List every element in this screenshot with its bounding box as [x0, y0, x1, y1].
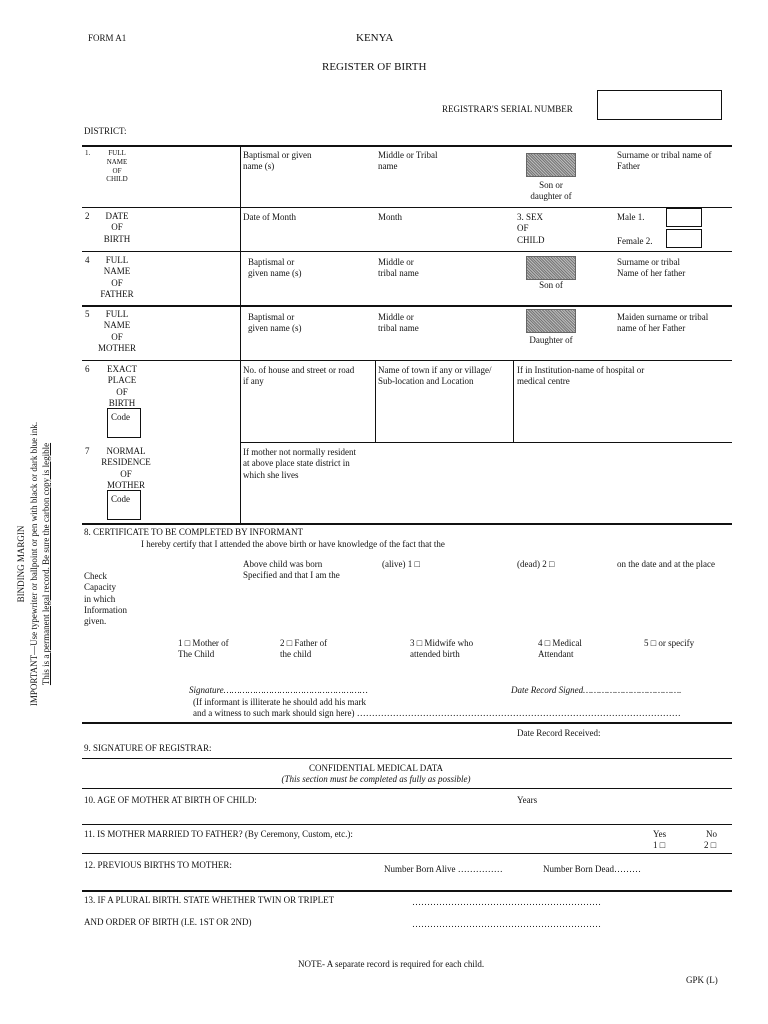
- mother-maiden-surname-label: Maiden surname or tribal name of her Father: [617, 312, 709, 334]
- date-of-month-label: Date of Month: [243, 212, 296, 222]
- row6-label: EXACT PLACE OF BIRTH: [107, 364, 137, 408]
- registrar-signature-label: 9. SIGNATURE OF REGISTRAR:: [84, 743, 212, 753]
- male-checkbox[interactable]: [666, 208, 702, 227]
- section-divider: [82, 758, 732, 759]
- binding-margin: [16, 414, 64, 714]
- institution-label: If in Institution-name of hospital or medical centre: [517, 365, 645, 387]
- capacity-option-medical[interactable]: 4 □ Medical Attendant: [538, 638, 582, 660]
- son-of-label: Son of: [539, 280, 563, 290]
- above-child-text: Above child was born Specified and that I am the: [243, 559, 340, 581]
- illiterate-note-2: and a witness to such mark should sign here) ………………………………………………………………………………………………: [193, 708, 681, 718]
- section-divider: [82, 853, 732, 854]
- residence-code-box[interactable]: [107, 490, 141, 520]
- mother-middle-name-label: Middle or tribal name: [378, 312, 419, 334]
- section-divider: [82, 890, 732, 892]
- illiterate-note-1: (If informant is illiterate he should add his mark: [193, 697, 366, 707]
- capacity-option-mother[interactable]: 1 □ Mother of The Child: [178, 638, 229, 660]
- code-label: Code: [111, 494, 130, 504]
- born-alive-field[interactable]: Number Born Alive ……………: [384, 864, 503, 874]
- footer-code: GPK (L): [686, 975, 718, 985]
- row7-label: NORMAL RESIDENCE OF MOTHER: [101, 446, 151, 490]
- father-surname-label: Surname or tribal Name of her father: [617, 257, 686, 279]
- check-capacity-label: Check Capacity in which Information given.: [84, 571, 127, 626]
- row4-label: FULL NAME OF FATHER: [100, 255, 134, 299]
- row5-label: FULL NAME OF MOTHER: [98, 309, 136, 353]
- row7-number: 7: [85, 446, 90, 456]
- binding-margin-label: BINDING MARGIN: [16, 525, 26, 603]
- footer-note: NOTE- A separate record is required for each child.: [298, 959, 485, 969]
- q11-label: 11. IS MOTHER MARRIED TO FATHER? (By Ceremony, Custom, etc.):: [84, 829, 353, 839]
- child-surname-label: Surname or tribal name of Father: [617, 150, 712, 172]
- row1-label: FULL NAME OF CHILD: [106, 149, 128, 184]
- row-divider: [82, 207, 732, 208]
- row2-number: 2: [85, 211, 90, 221]
- father-given-name-label: Baptismal or given name (s): [248, 257, 302, 279]
- q13-label-line2: AND ORDER OF BIRTH (I.E. 1ST OR 2ND): [84, 917, 252, 927]
- row-divider: [240, 442, 732, 443]
- mother-given-name-label: Baptismal or given name (s): [248, 312, 302, 334]
- medical-subheading: (This section must be completed as fully as possible): [281, 774, 471, 784]
- yes-checkbox[interactable]: 1 □: [653, 840, 666, 850]
- form-code: FORM A1: [88, 33, 127, 43]
- mother-residence-label: If mother not normally resident at above place state district in which she lives: [243, 447, 356, 480]
- q10-label: 10. AGE OF MOTHER AT BIRTH OF CHILD:: [84, 795, 257, 805]
- daughter-of-label: Daughter of: [529, 335, 573, 345]
- shaded-box: [526, 256, 576, 280]
- capacity-option-other[interactable]: 5 □ or specify: [644, 638, 695, 648]
- shaded-box: [526, 309, 576, 333]
- sex-label: 3. SEX OF CHILD: [517, 212, 545, 245]
- house-street-label: No. of house and street or road if any: [243, 365, 355, 387]
- month-label: Month: [378, 212, 403, 222]
- medical-heading: CONFIDENTIAL MEDICAL DATA: [308, 763, 444, 773]
- father-middle-name-label: Middle or tribal name: [378, 257, 419, 279]
- section-divider: [82, 722, 732, 724]
- born-dead-field[interactable]: Number Born Dead………: [543, 864, 641, 874]
- son-or-daughter-label: Son or daughter of: [530, 180, 572, 202]
- child-middle-name-label: Middle or Tribal name: [378, 150, 438, 172]
- place-code-box[interactable]: [107, 408, 141, 438]
- country-title: KENYA: [356, 32, 394, 44]
- child-given-name-label: Baptismal or given name (s): [243, 150, 312, 172]
- column-divider: [375, 360, 376, 442]
- plural-birth-field[interactable]: ………………………………………………………: [412, 897, 601, 907]
- shaded-box: [526, 153, 576, 177]
- date-signed-field[interactable]: Date Record Signed……………………………….: [511, 685, 682, 695]
- column-divider: [513, 360, 514, 442]
- dead-option[interactable]: (dead) 2 □: [517, 559, 555, 569]
- serial-number-label: REGISTRAR'S SERIAL NUMBER: [442, 104, 573, 114]
- section-divider: [82, 824, 732, 825]
- certificate-line1: I hereby certify that I attended the above birth or have knowledge of the fact that the: [141, 539, 445, 549]
- row4-number: 4: [85, 255, 90, 265]
- q12-label: 12. PREVIOUS BIRTHS TO MOTHER:: [84, 860, 232, 870]
- serial-number-field[interactable]: [597, 90, 722, 120]
- table-top-border: [82, 145, 732, 147]
- signature-field[interactable]: Signature………………………………………………: [189, 685, 368, 695]
- no-checkbox[interactable]: 2 □: [704, 840, 717, 850]
- row2-label: DATE OF BIRTH: [103, 211, 131, 244]
- row1-number: 1.: [85, 149, 91, 157]
- row-divider: [82, 251, 732, 252]
- district-label: DISTRICT:: [84, 126, 127, 136]
- yes-label: Yes: [653, 829, 667, 839]
- capacity-option-midwife[interactable]: 3 □ Midwife who attended birth: [410, 638, 474, 660]
- date-received-label: Date Record Received:: [517, 728, 601, 738]
- section-divider: [82, 788, 732, 789]
- row-divider: [82, 305, 732, 307]
- female-checkbox[interactable]: [666, 229, 702, 248]
- female-label: Female 2.: [617, 236, 653, 246]
- important-note: IMPORTANT—Use typewriter or ballpoint or pen with black or dark blue ink.: [29, 421, 40, 707]
- code-label: Code: [111, 412, 130, 422]
- certificate-heading: 8. CERTIFICATE TO BE COMPLETED BY INFORMANT: [84, 527, 304, 537]
- alive-option[interactable]: (alive) 1 □: [382, 559, 420, 569]
- row6-number: 6: [85, 364, 90, 374]
- birth-order-field[interactable]: ………………………………………………………: [412, 919, 601, 929]
- legal-note: This is a permanent legal record. Be sure the carbon copy is legible: [40, 442, 51, 686]
- no-label: No: [706, 829, 717, 839]
- q13-label-line1: 13. IF A PLURAL BIRTH. STATE WHETHER TWIN OR TRIPLET: [84, 895, 335, 905]
- capacity-option-father[interactable]: 2 □ Father of the child: [280, 638, 328, 660]
- years-label: Years: [517, 795, 538, 805]
- town-village-label: Name of town if any or village/ Sub-location and Location: [378, 365, 492, 387]
- row5-number: 5: [85, 309, 90, 319]
- on-date-text: on the date and at the place: [617, 559, 715, 569]
- row-divider: [82, 360, 732, 361]
- row-divider: [82, 523, 732, 525]
- label-column-divider: [240, 145, 241, 523]
- male-label: Male 1.: [617, 212, 645, 222]
- page-title: REGISTER OF BIRTH: [322, 61, 427, 73]
